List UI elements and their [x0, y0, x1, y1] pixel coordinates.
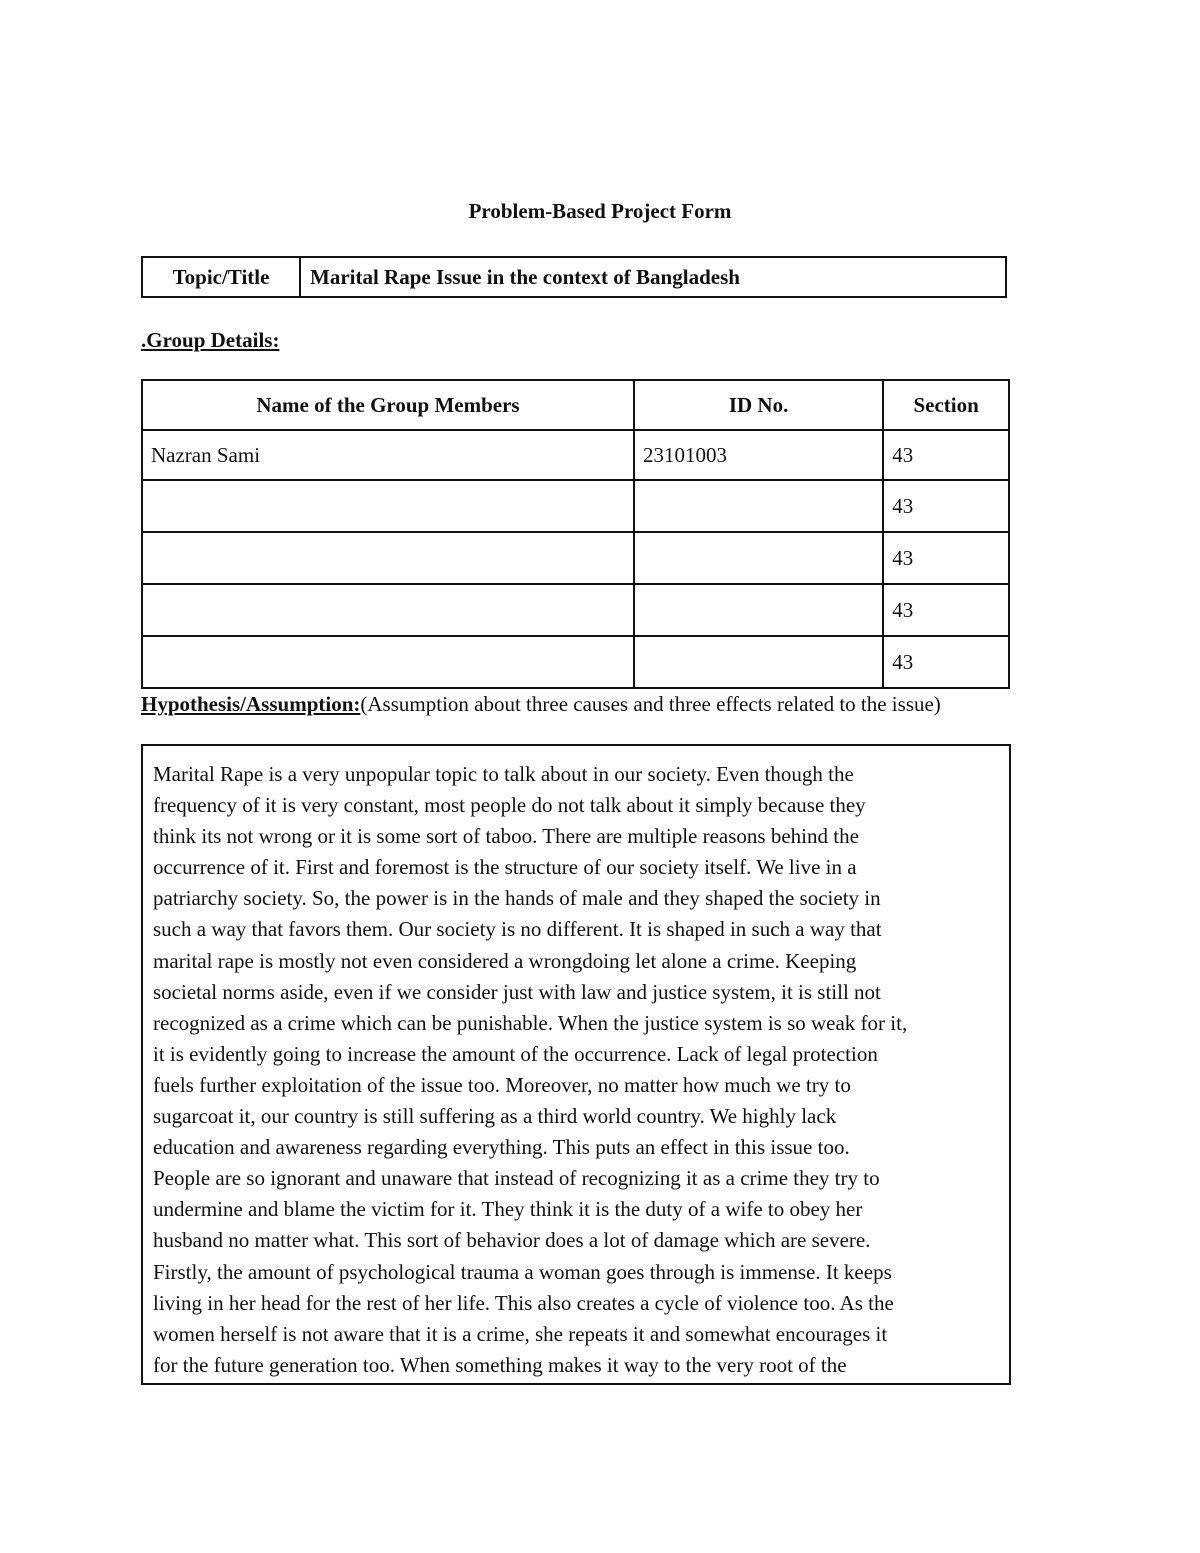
hypothesis-label: Hypothesis/Assumption: — [141, 692, 361, 716]
member-name-cell: Nazran Sami — [142, 430, 634, 480]
member-id-cell — [634, 636, 883, 688]
hypothesis-line: Marital Rape is a very unpopular topic to talk about in our society. Even though the — [153, 762, 854, 786]
hypothesis-line: think its not wrong or it is some sort of taboo. There are multiple reasons behind the — [153, 824, 859, 849]
page-title: Problem-Based Project Form — [468, 199, 732, 223]
hypothesis-line: occurrence of it. First and foremost is the structure of our society itself. We live in a — [153, 855, 857, 880]
members-table-header-row — [142, 380, 1009, 430]
hypothesis-line: People are so ignorant and unaware that instead of recognizing it as a crime they try to — [153, 1166, 880, 1191]
hypothesis-line: societal norms aside, even if we consider just with law and justice system, it is still not — [153, 979, 881, 1004]
table-row — [142, 532, 1009, 584]
hypothesis-text — [153, 759, 999, 1381]
member-id-cell: 23101003 — [634, 430, 883, 480]
table-row — [142, 584, 1009, 636]
hypothesis-line: Firstly, the amount of psychological trauma a woman goes through is immense. It keeps — [153, 1259, 892, 1284]
table-row — [142, 636, 1009, 688]
hypothesis-line: marital rape is mostly not even considered a wrongdoing let alone a crime. Keeping — [153, 948, 857, 973]
member-section-cell: 43 — [883, 532, 1009, 584]
members-table — [141, 379, 1010, 689]
header-section: Section — [883, 380, 1009, 430]
hypothesis-line: sugarcoat it, our country is still suffering as a third world country. We highly lack — [153, 1104, 837, 1129]
topic-table — [141, 256, 1007, 298]
member-id-cell — [634, 584, 883, 636]
hypothesis-line: fuels further exploitation of the issue too. Moreover, no matter how much we try to — [153, 1072, 851, 1097]
hypothesis-line: patriarchy society. So, the power is in the hands of male and they shaped the society in — [153, 886, 881, 911]
member-section-cell: 43 — [883, 584, 1009, 636]
member-name-cell — [142, 584, 634, 636]
topic-value: Marital Rape Issue in the context of Bangladesh — [310, 264, 740, 289]
table-row — [142, 430, 1009, 480]
header-name: Name of the Group Members — [142, 380, 634, 430]
hypothesis-line: education and awareness regarding everything. This puts an effect in this issue too. — [153, 1135, 850, 1160]
hypothesis-line: husband no matter what. This sort of behavior does a lot of damage which are severe. — [153, 1228, 871, 1253]
member-id-cell — [634, 480, 883, 532]
hypothesis-line: women herself is not aware that it is a crime, she repeats it and somewhat encourages it — [153, 1321, 888, 1346]
header-id: ID No. — [634, 380, 883, 430]
hypothesis-line: undermine and blame the victim for it. They think it is the duty of a wife to obey her — [153, 1197, 863, 1222]
member-name-cell — [142, 532, 634, 584]
member-id-cell — [634, 532, 883, 584]
hypothesis-line: frequency of it is very constant, most people do not talk about it simply because they — [153, 793, 866, 818]
topic-label: Topic/Title — [143, 258, 301, 296]
hypothesis-heading — [141, 692, 941, 717]
hypothesis-line: recognized as a crime which can be punishable. When the justice system is so weak for it, — [153, 1010, 908, 1035]
member-name-cell — [142, 480, 634, 532]
hypothesis-line: for the future generation too. When something makes it way to the very root of the — [153, 1352, 847, 1377]
hypothesis-box — [141, 744, 1011, 1385]
hypothesis-line: it is evidently going to increase the amount of the occurrence. Lack of legal protection — [153, 1041, 878, 1066]
member-section-cell: 43 — [883, 480, 1009, 532]
hypothesis-line: such a way that favors them. Our society is no different. It is shaped in such a way that — [153, 917, 882, 942]
member-section-cell: 43 — [883, 430, 1009, 480]
hypothesis-note: (Assumption about three causes and three effects related to the issue) — [360, 692, 941, 716]
group-details-heading: .Group Details: — [141, 328, 280, 352]
table-row — [142, 480, 1009, 532]
member-section-cell: 43 — [883, 636, 1009, 688]
hypothesis-line: living in her head for the rest of her life. This also creates a cycle of violence too. As the — [153, 1290, 894, 1315]
member-name-cell — [142, 636, 634, 688]
